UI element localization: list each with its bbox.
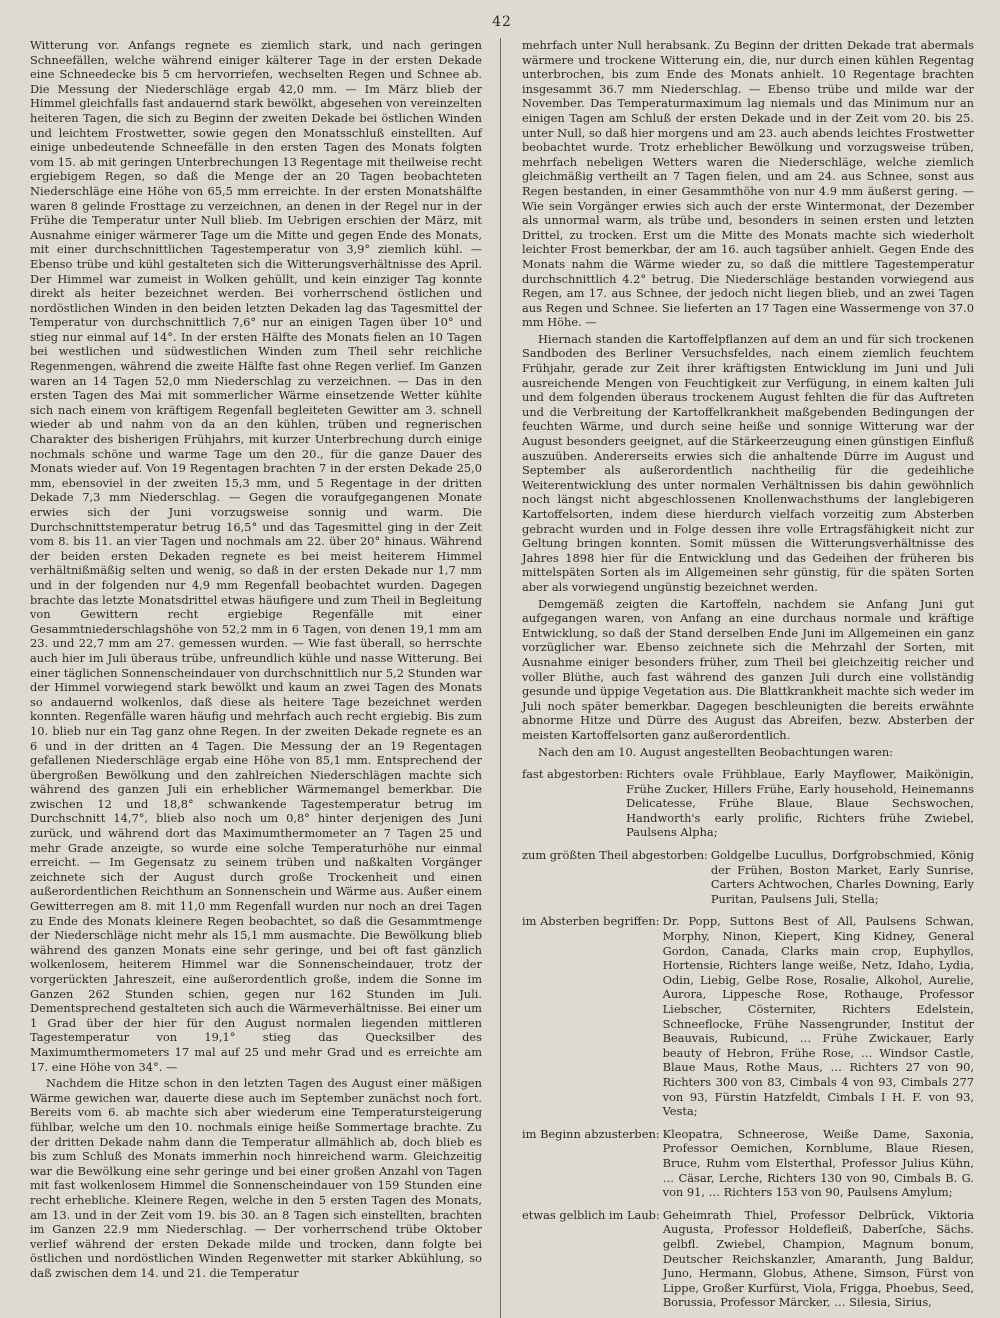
observation-label: etwas gelblich im Laub:	[522, 1207, 660, 1222]
observation-varieties: Geheimrath Thiel, Professor Delbrück, Viktoria Augusta, Professor Holdefleiß, Daberſche, Sächs. gelbfl. Zwiebel, Champion, Magnum bonum, Deutscher Reichskanzler, Amaranth, Jung Baldur, Juno, Hermann, Globus, Athene, Simson, Fürst von Lippe, Großer Kurfürst, Viola, Frigga, Phoebus, Seed, Borussia, Professor Märcker, … Silesia, Sirius,	[662, 1207, 974, 1310]
observation-label: zum größten Theil abgestorben:	[522, 848, 708, 863]
observation-item	[522, 1127, 974, 1200]
observation-item	[522, 767, 974, 840]
observation-label: fast abgestorben:	[522, 767, 624, 782]
observation-label: im Absterben begriffen:	[522, 914, 660, 929]
right-paragraph-1: mehrfach unter Null herabsank. Zu Beginn der dritten Dekade trat abermals wärmere und trockene Witterung ein, die, nur durch einen kühlen Regentag unterbrochen, bis zum Ende des Monats anhielt. 10 Regentage brachten insgesammt 36.7 mm Niederschlag. — Ebenso trübe und milde war der November. Das Temperaturmaximum lag niemals und das Minimum nur an einigen Tagen am Schluß der ersten Dekade und in der Zeit vom 20. bis 25. unter Null, so daß hier morgens und am 23. auch abends leichtes Frostwetter beobachtet wurde. Trotz erheblicher Bewölkung und vorzugsweise trüben, mehrfach nebeligen Wetters waren die Niederschläge, welche ziemlich gleichmäßig vertheilt an 7 Tagen fielen, und am 24. aus Schnee, sonst aus Regen bestanden, in einer Gesammthöhe von nur 4.9 mm äußerst gering. — Wie sein Vorgänger erwies sich auch der erste Wintermonat, der Dezember als unnormal warm, als trübe und, besonders in seinen ersten und letzten Drittel, zu trocken. Erst um die Mitte des Monats machte sich wiederholt leichter Frost bemerkbar, der am 16. auch tagsüber anhielt. Gegen Ende des Monats nahm die Wärme wieder zu, so daß die mittlere Tagestemperatur durchschnittlich 4.2° betrug. Die Niederschläge bestanden vorwiegend aus Regen, am 17. aus Schnee, der jedoch nicht liegen blieb, und an zwei Tagen aus Regen und Schnee. Sie lieferten an 17 Tagen eine Wassermenge von 37.0 mm Höhe. —	[522, 38, 974, 330]
observation-varieties: Kleopatra, Schneerose, Weiße Dame, Saxonia, Professor Oemichen, Kornblume, Blaue Riesen, Bruce, Ruhm vom Elsterthal, Professor Julius Kühn, … Cäsar, Lerche, Richters 130 von 90, Cimbals B. G. von 91, … Richters 153 von 90, Paulsens Amylum;	[662, 1126, 974, 1200]
observation-item	[522, 914, 974, 1118]
observation-item	[522, 848, 974, 906]
observation-varieties: Goldgelbe Lucullus, Dorfgrobschmied, König der Frühen, Boston Market, Early Sunrise, Carters Achtwochen, Charles Downing, Early Puritan, Paulsens Juli, Stella;	[710, 848, 974, 906]
page-number: 42	[492, 14, 512, 30]
observation-label: im Beginn abzusterben:	[522, 1126, 660, 1141]
right-paragraph-3: Demgemäß zeigten die Kartoffeln, nachdem sie Anfang Juni gut aufgegangen waren, von Anfang an eine durchaus normale und kräftige Entwicklung, so daß der Stand derselben Ende Juni im Allgemeinen ein ganz vorzüglicher war. Ebenso zeichnete sich die Mehrzahl der Sorten, mit Ausnahme einiger besonders früher, zum Theil bei gleichzeitig reicher und voller Blüthe, auch fast während des ganzen Juli durch eine vollständig gesunde und üppige Vegetation aus. Die Blattkrankheit machte sich weder im Juli noch später bemerkbar. Dagegen beschleunigten die bereits erwähnte abnorme Hitze und Dürre des August das Abreifen, bezw. Absterben der meisten Kartoffelsorten ganz außerordentlich.	[522, 596, 974, 742]
right-paragraph-2: Hiernach standen die Kartoffelpflanzen auf dem an und für sich trockenen Sandboden des Berliner Versuchsfeldes, nach einem ziemlich feuchtem Frühjahr, gerade zur Zeit ihrer kräftigsten Entwicklung im Juni und Juli ausreichende Mengen von Feuchtigkeit zur Verfügung, in einem kalten Juli und dem folgenden überaus trockenem August fehlten die für das Auftreten und die Verbreitung der Kartoffelkrankheit maßgebenden Bedingungen der feuchten Wärme, und durch seine heiße und sonnige Witterung war der August besonders geeignet, auf die Stärkeerzeugung einen günstigen Einfluß auszuüben. Andererseits erwies sich die anhaltende Dürre im August und September als außerordentlich nachtheilig für die gedeihliche Weiterentwicklung des unter normalen Verhältnissen bis dahin gewöhnlich noch längst nicht abgeschlossenen Knollenwachsthums der langlebigeren Kartoffelsorten, indem diese hierdurch vielfach vorzeitig zum Absterben gebracht wurden und in Folge dessen ihre volle Ertragsfähigkeit nicht zur Geltung bringen konnten. Somit müssen die Witterungsverhältnisse des Jahres 1898 hier für die Entwicklung und das Gedeihen der früheren bis mittelspäten Sorten als im Allgemeinen sehr günstig, für die späten Sorten aber als vorwiegend ungünstig bezeichnet werden.	[522, 331, 974, 594]
left-paragraph-2: Nachdem die Hitze schon in den letzten Tagen des August einer mäßigen Wärme gewichen war, dauerte diese auch im September zunächst noch fort. Bereits vom 6. ab machte sich aber wiederum eine Temperatursteigerung fühlbar, welche um den 10. nochmals einige heiße Sommertage brachte. Zu der dritten Dekade nahm dann die Temperatur allmählich ab, doch blieb es bis zum Schluß des Monats immerhin noch hinreichend warm. Gleichzeitig war die Bewölkung eine sehr geringe und bei einer großen Anzahl von Tagen mit fast wolkenlosem Himmel die Sonnenscheindauer von 159 Stunden eine recht erhebliche. Kleinere Regen, welche in den 5 ersten Tagen des Monats, am 13. und in der Zeit vom 19. bis 30. an 8 Tagen sich einstellten, brachten im Ganzen 22.9 mm Niederschlag. — Der vorherrschend trübe Oktober verlief während der ersten Dekade milde und trocken, dann folgte bei östlichen und nordöstlichen Winden Regenwetter mit starker Abkühlung, so daß zwischen dem 14. und 21. die Temperatur	[30, 1076, 482, 1280]
observation-varieties: Richters ovale Frühblaue, Early Mayflower, Maikönigin, Frühe Zucker, Hillers Frühe, Early household, Heinemanns Delicatesse, Frühe Blaue, Blaue Sechswochen, Handworth's early prolific, Richters frühe Zwiebel, Paulsens Alpha;	[626, 767, 974, 840]
observation-list	[522, 767, 974, 1310]
right-paragraph-4: Nach den am 10. August angestellten Beobachtungen waren:	[538, 744, 894, 759]
right-column	[522, 38, 974, 1318]
observation-varieties: Dr. Popp, Suttons Best of All, Paulsens Schwan, Morphy, Ninon, Kiepert, King Kidney, General Gordon, Canada, Clarks main crop, Euphyllos, Hortensie, Richters lange weiße, Netz, Idaho, Lydia, Odin, Liebig, Gelbe Rose, Rosalie, Alkohol, Aurelie, Aurora, Lippesche Rose, Rothauge, Professor Liebscher, Cösterniter, Richters Edelstein, Schneeflocke, Frühe Nassengrunder, Institut der Beauvais, Rubicund, … Frühe Zwickauer, Early beauty of Hebron, Frühe Rose, … Windsor Castle, Blaue Maus, Rothe Maus, … Richters 27 von 90, Richters 300 von 83, Cimbals 4 von 93, Cimbals 277 von 93, Fürstin Hatzfeldt, Cimbals I H. F. von 93, Vesta;	[662, 914, 974, 1119]
two-column-body	[30, 38, 974, 1318]
left-paragraph-1: Witterung vor. Anfangs regnete es ziemlich stark, und nach geringen Schneefällen, welche während einiger kälterer Tage in der ersten Dekade eine Schneedecke bis 5 cm hervorriefen, wechselten Regen und Schnee ab. Die Messung der Niederschläge ergab 42,0 mm. — Im März blieb der Himmel gleichfalls fast andauernd stark bewölkt, abgesehen von vereinzelten heiteren Tagen, die sich zu Beginn der zweiten Dekade bei östlichen Winden und leichtem Frostwetter, sowie gegen den Monatsschluß einstellten. Auf einige unbedeutende Schneefälle in den ersten Tagen des Monats folgten vom 15. ab mit geringen Unterbrechungen 13 Regentage mit theilweise recht ergiebigem Regen, so daß die Menge der an 20 Tagen beobachteten Niederschläge eine Höhe von 65,5 mm erreichte. In der ersten Monatshälfte waren 8 gelinde Frosttage zu verzeichnen, an denen in der Regel nur in der Frühe die Temperatur unter Null blieb. Im Uebrigen erschien der März, mit Ausnahme einiger wärmerer Tage um die Mitte und gegen Ende des Monats, mit einer durchschnittlichen Tagestemperatur von 3,9° ziemlich kühl. — Ebenso trübe und kühl gestalteten sich die Witterungsverhältnisse des April. Der Himmel war zumeist in Wolken gehüllt, und kein einziger Tag konnte direkt als heiter bezeichnet werden. Bei vorherrschend östlichen und nordöstlichen Winden in den beiden letzten Dekaden lag das Tagesmittel der Temperatur von durchschnittlich 7,6° nur an einigen Tagen über 10° und stieg nur einmal auf 14°. In der ersten Hälfte des Monats fielen an 10 Tagen bei westlichen und südwestlichen Winden zum Theil sehr reichliche Regenmengen, während die zweite Hälfte fast ohne Regen verlief. Im Ganzen waren an 14 Tagen 52,0 mm Niederschlag zu verzeichnen. — Das in den ersten Tagen des Mai mit sommerlicher Wärme einsetzende Wetter kühlte sich nach einem von kräftigem Regenfall begleiteten Gewitter am 3. schnell wieder ab und nahm von da an den kühlen, trüben und regnerischen Charakter des bisherigen Frühjahrs, mit kurzer Unterbrechung durch einige nochmals schöne und warme Tage um den 20., für die ganze Dauer des Monats wieder auf. Von 19 Regentagen brachten 7 in der ersten Dekade 25,0 mm, ebensoviel in der zweiten 15,3 mm, und 5 Regentage in der dritten Dekade 7,3 mm Niederschlag. — Gegen die voraufgegangenen Monate erwies sich der Juni vorzugsweise sonnig und warm. Die Durchschnittstemperatur betrug 16,5° und das Tagesmittel ging in der Zeit vom 8. bis 11. an vier Tagen und nochmals am 22. über 20° hinaus. Während der beiden ersten Dekaden regnete es bei meist heiterem Himmel verhältnißmäßig selten und wenig, so daß in der ersten Dekade nur 1,7 mm und in der folgenden nur 4,9 mm Regenfall beobachtet wurden. Dagegen brachte das letzte Monatsdrittel etwas häufigere und zum Theil in Begleitung von Gewittern recht ergiebige Regenfälle mit einer Gesammtniederschlagshöhe von 52,2 mm in 6 Tagen, von denen 19,1 mm am 23. und 22,7 mm am 27. gemessen wurden. — Wie fast überall, so herrschte auch hier im Juli überaus trübe, unfreundlich kühle und nasse Witterung. Bei einer täglichen Sonnenscheindauer von durchschnittlich nur 5,2 Stunden war der Himmel vorwiegend stark bewölkt und kaum an zwei Tagen des Monats so andauernd wolkenlos, daß diese als heitere Tage bezeichnet werden konnten. Regenfälle waren häufig und mehrfach auch recht ergiebig. Bis zum 10. blieb nur ein Tag ganz ohne Regen. In der zweiten Dekade regnete es an 6 und in der dritten an 4 Tagen. Die Messung der an 19 Regentagen gefallenen Niederschläge ergab eine Höhe von 85,1 mm. Entsprechend der übergroßen Bewölkung und den zahlreichen Niederschlägen machte sich während des ganzen Juli ein erheblicher Wärmemangel bemerkbar. Die zwischen 12 und 18,8° schwankende Tagestemperatur betrug im Durchschnitt 14,7°, blieb also noch um 0,8° hinter derjenigen des Juni zurück, und während dort das Maximumthermometer an 7 Tagen 25 und mehr Grade anzeigte, so wurde eine solche Temperaturhöhe nur einmal erreicht. — Im Gegensatz zu seinem trüben und naßkalten Vorgänger zeichnete sich der August durch große Trockenheit und einen außerordentlichen Reichthum an Sonnenschein und Wärme aus. Außer einem Gewitterregen am 8. mit 11,0 mm Regenfall wurden nur noch an drei Tagen zu Ende des Monats kleinere Regen beobachtet, so daß die Gesammtmenge der Niederschläge nicht mehr als 15,1 mm ausmachte. Die Bewölkung blieb während des ganzen Monats eine sehr geringe, und bei oft fast gänzlich wolkenlosem, heiterem Himmel war die Sonnenscheindauer, trotz der vorgerückten Jahreszeit, eine außerordentlich große, indem die Sonne im Ganzen 262 Stunden schien, gegen nur 162 Stunden im Juli. Dementsprechend gestalteten sich auch die Wärmeverhältnisse. Bei einer um 1 Grad über der hier für den August normalen liegenden mittleren Tagestemperatur von 19,1° stieg das Quecksilber des Maximumthermometers 17 mal auf 25 und mehr Grad und es erreichte am 17. eine Höhe von 34°. —	[30, 38, 482, 1074]
left-column	[30, 38, 482, 1318]
column-divider	[500, 38, 501, 1318]
observation-item	[522, 1208, 974, 1310]
